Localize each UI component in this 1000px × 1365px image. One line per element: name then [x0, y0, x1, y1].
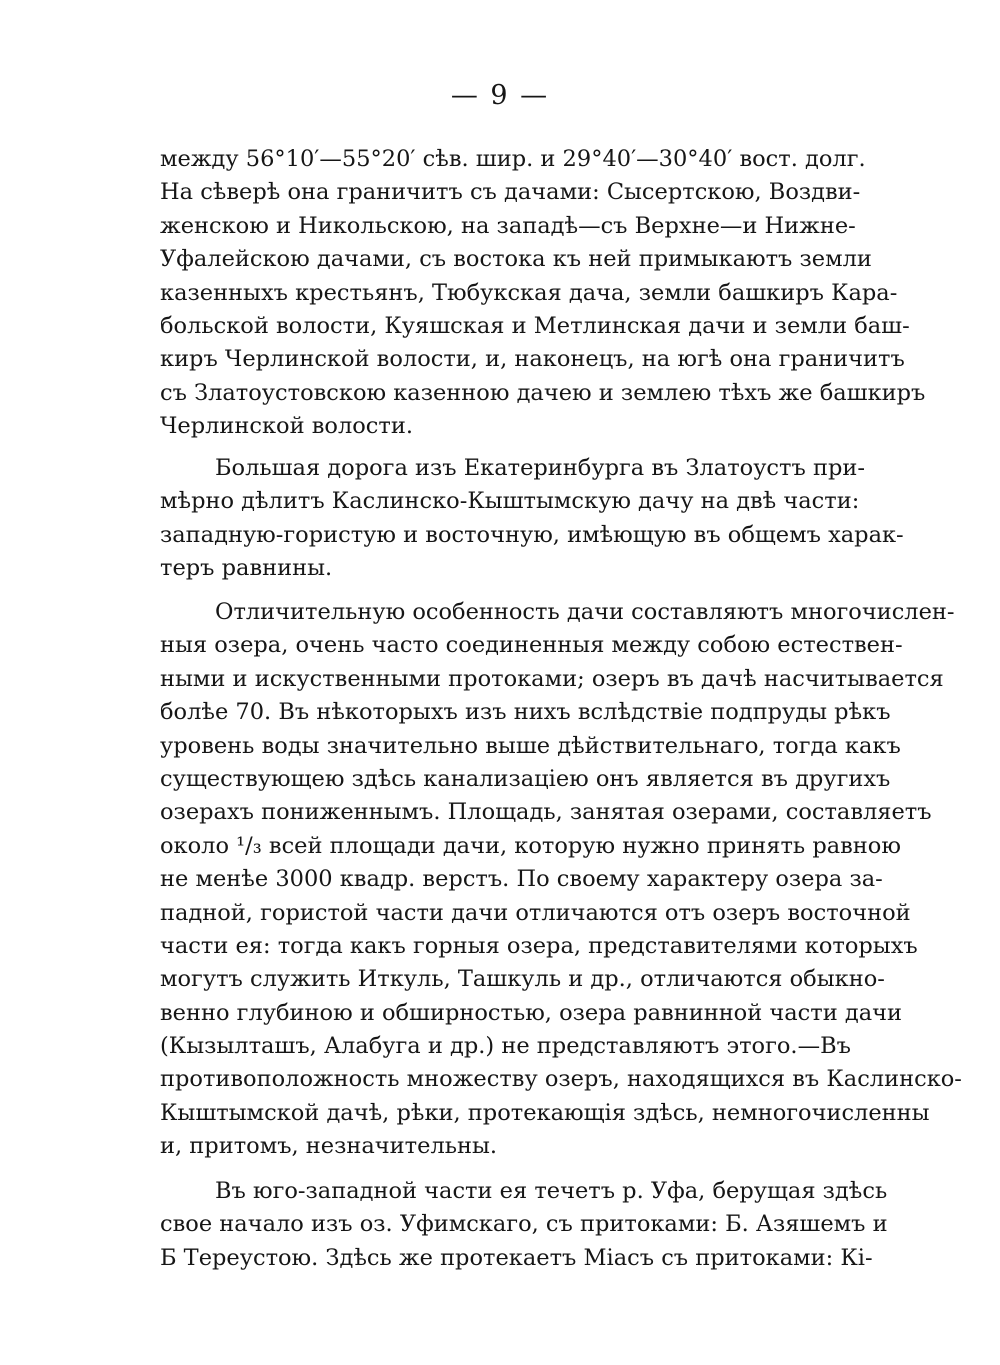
text-line: Уфалейскою дачами, съ востока къ ней примыкаютъ земли: [160, 246, 872, 273]
text-line: Черлинской волости.: [160, 413, 414, 440]
paragraph-borders: [160, 143, 926, 444]
text-line: Б Тереустою. Здѣсь же протекаетъ Міасъ съ притоками: Кі-: [160, 1244, 873, 1271]
text-line: больской волости, Куяшская и Метлинская дачи и земли баш-: [160, 312, 910, 339]
text-line: женскою и Никольскою, на западѣ—съ Верхне—и Нижне-: [160, 212, 856, 239]
text-line: около ¹/₃ всей площади дачи, которую нужно принять равною: [160, 832, 901, 859]
text-line: между 56°10′—55°20′ сѣв. шир. и 29°40′—30°40′ вост. долг.: [160, 146, 866, 172]
text-line: свое начало изъ оз. Уфимскаго, съ притоками: Б. Азяшемъ и: [160, 1211, 888, 1238]
text-line: падной, гористой части дачи отличаются отъ озеръ восточной: [160, 899, 911, 926]
text-line: На сѣверѣ она граничитъ съ дачами: Сысертскою, Воздви-: [160, 179, 861, 206]
text-line: киръ Черлинской волости, и, наконецъ, на югѣ она граничитъ: [160, 346, 905, 373]
text-line: части ея: тогда какъ горныя озера, представителями которыхъ: [160, 932, 918, 959]
text-line: болѣе 70. Въ нѣкоторыхъ изъ нихъ вслѣдствіе подпруды рѣкъ: [160, 699, 891, 726]
paragraph-road: [160, 452, 904, 586]
text-line: ныя озера, очень часто соединенныя между собою естествен-: [160, 632, 903, 659]
text-line: западную-гористую и восточную, имѣющую въ общемъ харак-: [160, 521, 904, 548]
text-line: противоположность множеству озеръ, находящихся въ Каслинско-: [160, 1066, 962, 1093]
text-line: не менѣе 3000 квадр. верстъ. По своему характеру озера за-: [160, 866, 883, 893]
text-line: казенныхъ крестьянъ, Тюбукская дача, земли башкиръ Кара-: [160, 279, 898, 306]
paragraph-lakes: [160, 596, 962, 1164]
text-line: Кыштымской дачѣ, рѣки, протекающія здѣсь, немногочисленны: [160, 1099, 930, 1126]
text-line: теръ равнины.: [160, 555, 333, 582]
text-line: съ Златоустовскою казенною дачею и землею тѣхъ же башкиръ: [160, 379, 926, 406]
text-line: уровень воды значительно выше дѣйствительнаго, тогда какъ: [160, 732, 901, 759]
text-line: мѣрно дѣлитъ Каслинско-Кыштымскую дачу на двѣ части:: [160, 488, 860, 515]
text-line: (Кызылташъ, Алабуга и др.) не представляютъ этого.—Въ: [160, 1033, 851, 1060]
text-line: Въ юго-западной части ея течетъ р. Уфа, берущая здѣсь: [215, 1178, 888, 1204]
text-line: Отличительную особенность дачи составляютъ многочислен-: [215, 599, 955, 625]
paragraph-rivers: [160, 1175, 888, 1275]
page-number: — 9 —: [450, 80, 550, 111]
text-line: венно глубиною и обширностью, озера равнинной части дачи: [160, 999, 903, 1026]
text-line: могутъ служить Иткуль, Ташкуль и др., отличаются обыкно-: [160, 966, 885, 993]
text-line: ными и искуственными протоками; озеръ въ дачѣ насчитывается: [160, 665, 944, 692]
text-line: и, притомъ, незначительны.: [160, 1133, 498, 1160]
text-line: Большая дорога изъ Екатеринбурга въ Златоустъ при-: [215, 455, 865, 481]
text-line: озерахъ пониженнымъ. Площадь, занятая озерами, составляетъ: [160, 799, 932, 826]
text-line: существующею здѣсь канализаціею онъ является въ другихъ: [160, 765, 891, 792]
